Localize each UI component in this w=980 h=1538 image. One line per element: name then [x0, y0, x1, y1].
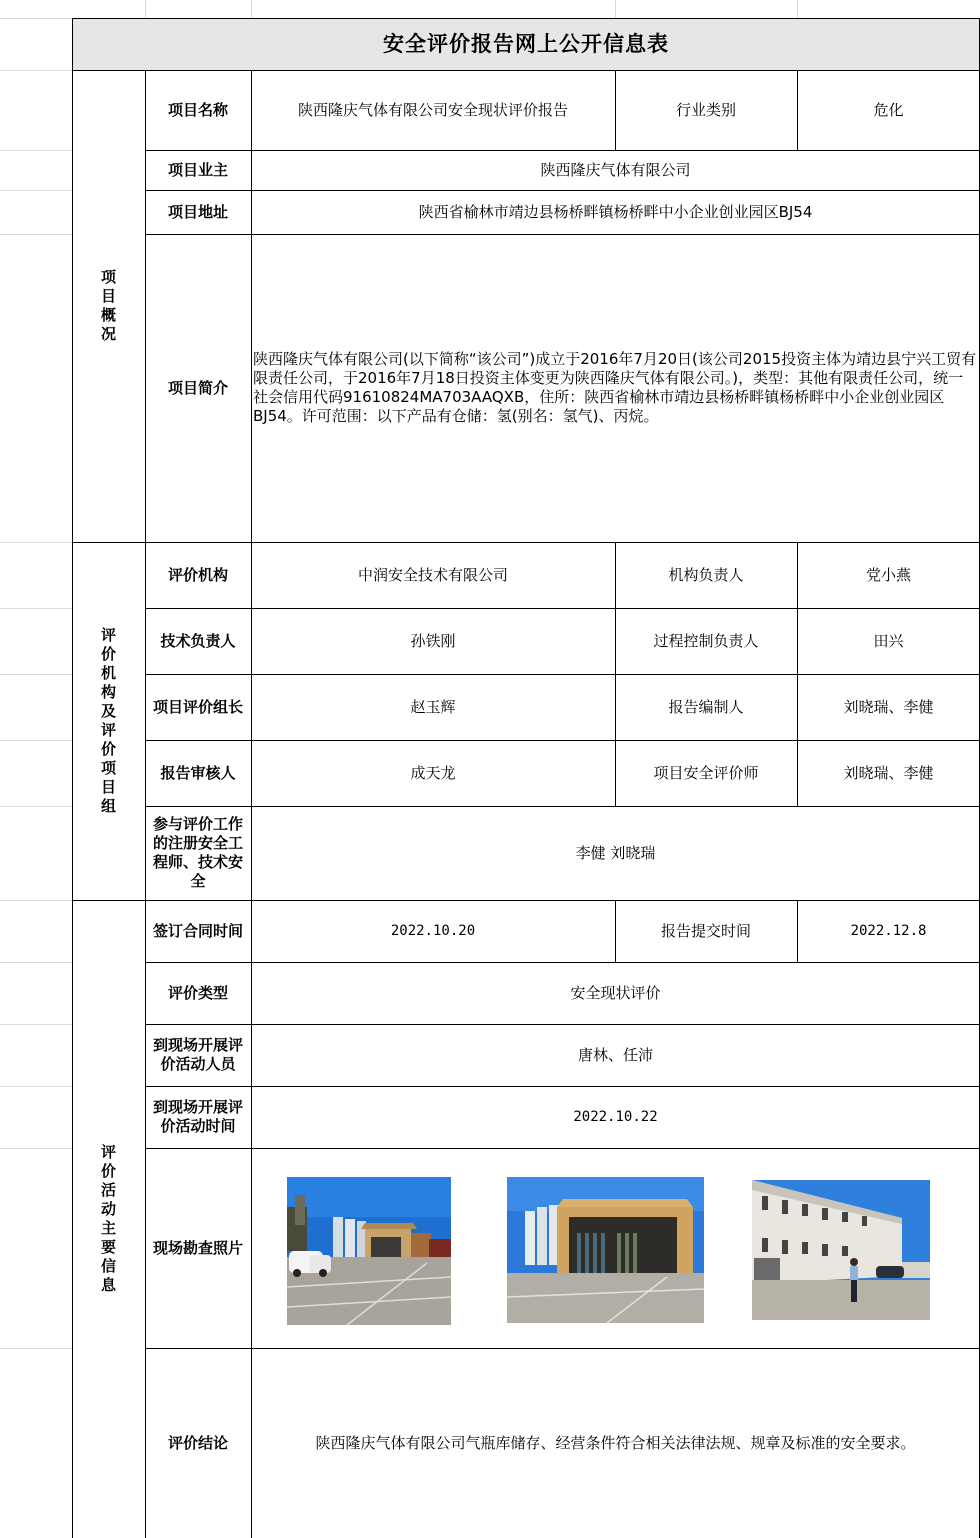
- label-industry: 行业类别: [675, 100, 736, 119]
- label-owner: 项目业主: [167, 160, 228, 179]
- label-submit-date: 报告提交时间: [660, 921, 751, 940]
- label-assessor: 项目安全评价师: [653, 763, 759, 782]
- section-org: 评价机构及评价项目组: [100, 626, 116, 815]
- label-tech-head: 技术负责人: [160, 631, 236, 650]
- label-process-head: 过程控制负责人: [653, 631, 759, 650]
- label-intro: 项目简介: [167, 378, 228, 397]
- value-owner: 陕西隆庆气体有限公司: [540, 160, 691, 179]
- label-reviewer: 报告审核人: [160, 763, 236, 782]
- value-site-date: 2022.10.22: [573, 1108, 658, 1125]
- site-photo-1: [287, 1177, 451, 1325]
- value-agency: 中润安全技术有限公司: [357, 565, 508, 584]
- value-site-staff: 唐林、任沛: [577, 1045, 653, 1064]
- value-submit-date: 2022.12.8: [850, 922, 927, 939]
- site-photo-2-image: [507, 1177, 704, 1323]
- site-photo-3-image: [752, 1180, 930, 1320]
- value-assessor: 刘晓瑞、李健: [843, 763, 934, 782]
- label-contract-date: 签订合同时间: [152, 921, 243, 940]
- value-process-head: 田兴: [873, 631, 904, 650]
- label-team-leader: 项目评价组长: [152, 697, 243, 716]
- label-report-author: 报告编制人: [668, 697, 744, 716]
- page-title: 安全评价报告网上公开信息表: [72, 18, 980, 70]
- value-project-name: 陕西隆庆气体有限公司安全现状评价报告: [297, 100, 568, 119]
- label-agency-head: 机构负责人: [668, 565, 744, 584]
- value-conclusion: 陕西隆庆气体有限公司气瓶库储存、经营条件符合相关法律法规、规章及标准的安全要求。: [315, 1433, 916, 1452]
- value-contract-date: 2022.10.20: [390, 922, 476, 939]
- section-overview: 项目概况: [100, 268, 116, 343]
- label-engineers: 参与评价工作的注册安全工程师、技术安全: [152, 815, 243, 890]
- label-address: 项目地址: [167, 202, 228, 221]
- label-project-name: 项目名称: [167, 100, 228, 119]
- site-photo-3: [752, 1180, 930, 1320]
- value-eval-type: 安全现状评价: [570, 983, 661, 1002]
- label-site-date: 到现场开展评价活动时间: [152, 1098, 243, 1135]
- value-industry: 危化: [873, 100, 904, 119]
- site-photo-1-image: [287, 1177, 451, 1325]
- section-activity: 评价活动主要信息: [100, 1143, 116, 1294]
- value-team-leader: 赵玉辉: [410, 697, 456, 716]
- site-photo-2: [507, 1177, 704, 1323]
- label-site-staff: 到现场开展评价活动人员: [152, 1036, 243, 1073]
- label-conclusion: 评价结论: [167, 1433, 228, 1452]
- value-reviewer: 成天龙: [410, 763, 456, 782]
- label-site-photos: 现场勘查照片: [152, 1238, 243, 1257]
- value-address: 陕西省榆林市靖边县杨桥畔镇杨桥畔中小企业创业园区BJ54: [418, 202, 813, 221]
- value-engineers: 李健 刘晓瑞: [575, 843, 656, 862]
- label-agency: 评价机构: [167, 565, 228, 584]
- value-report-author: 刘晓瑞、李健: [843, 697, 934, 716]
- value-tech-head: 孙铁刚: [410, 631, 456, 650]
- label-eval-type: 评价类型: [167, 983, 228, 1002]
- value-agency-head: 党小燕: [865, 565, 911, 584]
- value-intro: 陕西隆庆气体有限公司(以下简称“该公司”)成立于2016年7月20日(该公司2015投资主体为靖边县宁兴工贸有限责任公司，于2016年7月18日投资主体变更为陕西隆庆气体有限公司。)，类型：其他有限责任公司，统一社会信用代码91610824MA703AAQXB，住所：陕西省榆林市靖边县杨桥畔镇杨桥畔中小企业创业园区BJ54。许可范围：以下产品有仓储：氢(别名：氢气)、丙烷。: [253, 350, 977, 425]
